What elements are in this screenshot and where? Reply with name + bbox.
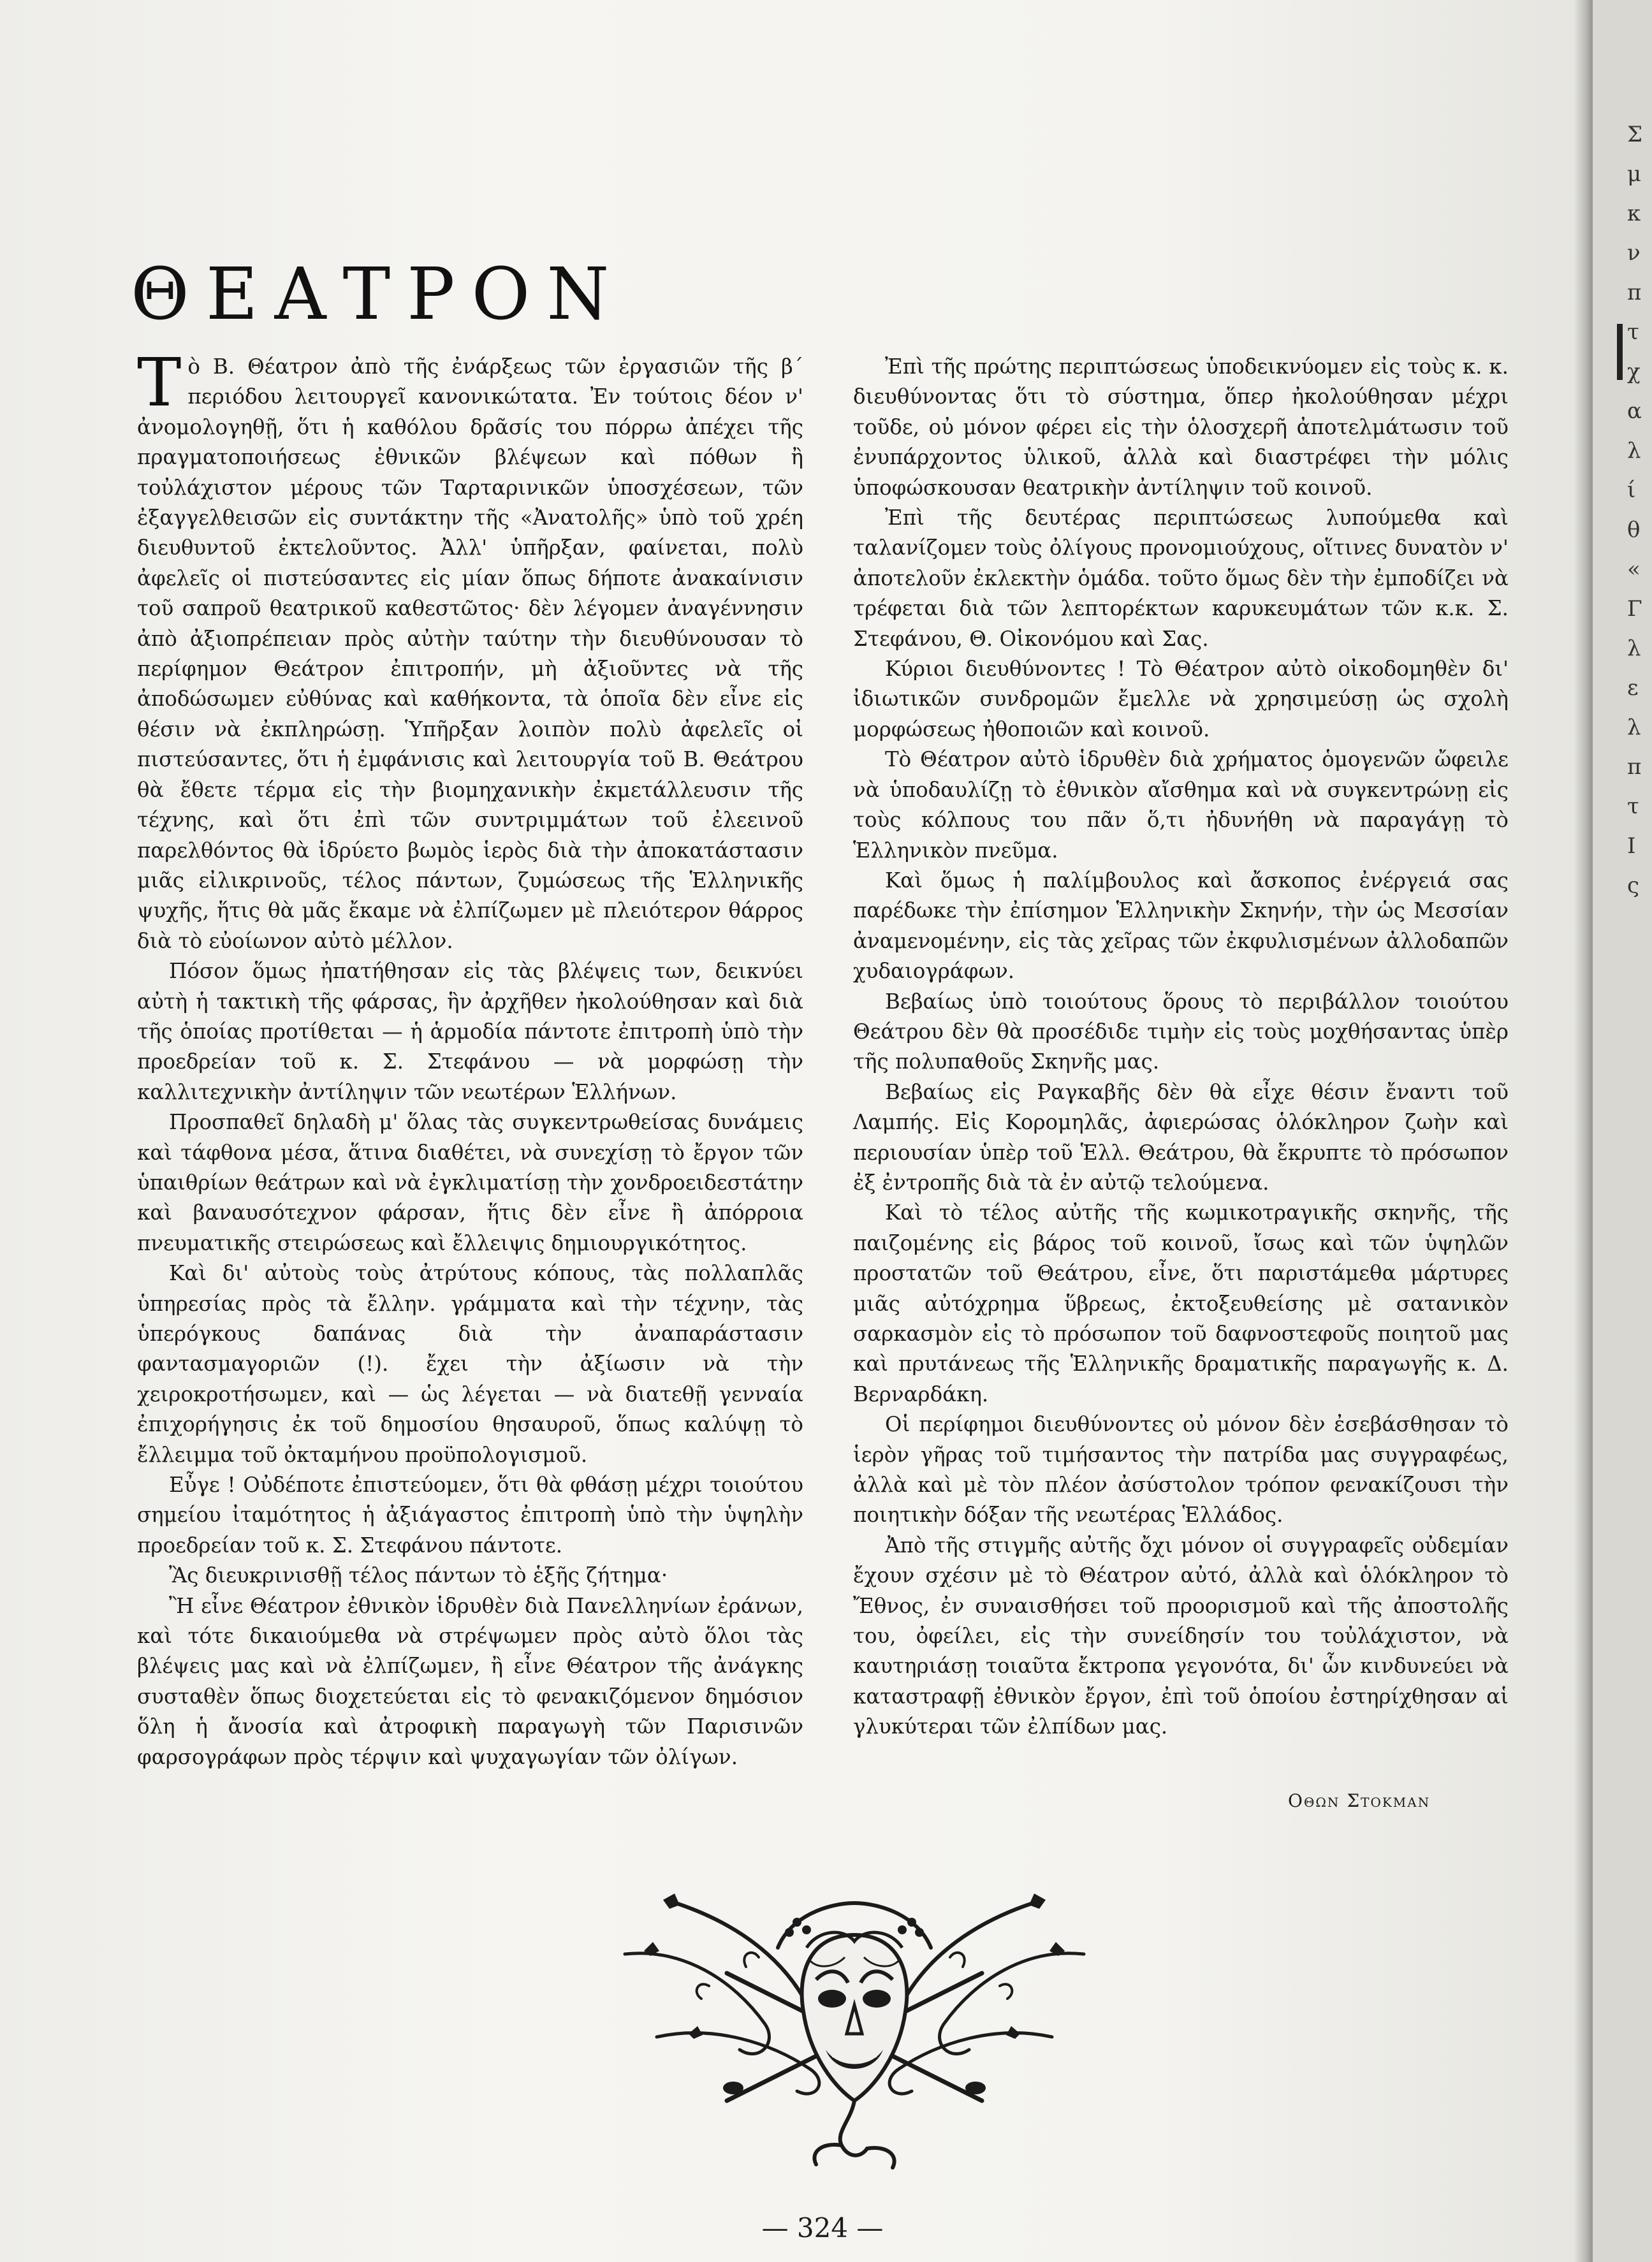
adjacent-page-letter: π bbox=[1627, 754, 1642, 780]
right-text-column bbox=[853, 352, 1509, 1742]
adjacent-page-letter: « bbox=[1627, 557, 1641, 582]
paragraph: Τὸ Θέατρον αὐτὸ ἱδρυθὲν διὰ χρήματος ὁμογενῶν ὤφειλε νὰ ὑποδαυλίζῃ τὸ ἐθνικὸν αἴσθημα καὶ νὰ συγκεντρώνῃ εἰς τοὺς κόλπους του πᾶν ὅ,τι ἠδυνήθη νὰ παραγάγῃ τὸ Ἑλληνικὸν πνεῦμα. bbox=[853, 747, 1509, 863]
adjacent-page-letter: λ bbox=[1627, 636, 1641, 661]
adjacent-page-letter: λ bbox=[1627, 715, 1641, 740]
adjacent-page-letter: Γ bbox=[1627, 596, 1642, 622]
theatre-mask-vine-ornament-icon bbox=[587, 1878, 1122, 2171]
adjacent-page-letter: τ bbox=[1627, 794, 1639, 819]
binding-shadow bbox=[1574, 0, 1593, 2262]
adjacent-page-letter: μ bbox=[1627, 161, 1642, 187]
adjacent-page-rule bbox=[1617, 324, 1623, 380]
opening-paragraph bbox=[137, 344, 803, 956]
paragraph: Προσπαθεῖ δηλαδὴ μ' ὅλας τὰς συγκεντρωθείσας δυνάμεις καὶ τάφθονα μέσα, ἅτινα διαθέτει, νὰ συνεχίσῃ τὸ ἔργον τῶν ὑπαιθρίων θεάτρων καὶ νὰ ἐγκλιματίσῃ τὴν χονδροειδεστάτην καὶ βαναυσότεχνον φάρσαν, ἥτις δὲν εἶνε ἢ ἀπόρροια πνευματικῆς στειρώσεως καὶ ἔλλειψις δημιουργικότητος. bbox=[137, 1110, 803, 1255]
adjacent-page-letters bbox=[1627, 115, 1652, 905]
author-signature: Οθων Στοκμαν bbox=[1288, 1790, 1431, 1811]
page-number: — 324 — bbox=[761, 2212, 884, 2244]
adjacent-page-edge bbox=[1593, 0, 1652, 2262]
paragraph-text: ὸ Β. Θέατρον ἀπὸ τῆς ἐνάρξεως τῶν ἐργασιῶν τῆς β΄ περιόδου λειτουργεῖ κανονικώτατα. Ἐν τούτοις δέον ν' ἀνομολογηθῇ, ὅτι ἡ καθόλου δρᾶσίς του πόρρω ἀπέχει τῆς πραγματοποιήσεως ἐθνικῶν βλέψεων καὶ πόθων ἢ τοὐλάχιστον μέρους τῶν Ταρταρινικῶν ὑποσχέσεων, τῶν ἐξαγγελθεισῶν εἰς συντάκτην τῆς «Ἀνατολῆς» ὑπὸ τοῦ χρέη διευθυντοῦ ἐκτελοῦντος. Ἀλλ' ὑπῆρξαν, φαίνεται, πολὺ ἀφελεῖς οἱ πιστεύσαντες εἰς μίαν ὅπως δήποτε ἀνακαίνισιν τοῦ σαπροῦ θεατρικοῦ καθεστῶτος· δὲν λέγομεν ἀναγέννησιν ἀπὸ ἀξιοπρέπειαν πρὸς αὐτὴν ταύτην τὴν διευθύνουσαν τὸ περίφημον Θεάτρον ἐπιτροπήν, μὴ ἀξιοῦντες νὰ τῆς ἀποδώσωμεν εὐθύνας καὶ καθήκοντα, τὰ ὁποῖα δὲν εἶνε εἰς θέσιν νὰ ἐκπληρώσῃ. Ὑπῆρξαν λοιπὸν πολὺ ἀφελεῖς οἱ πιστεύσαντες, ὅτι ἡ ἐμφάνισις καὶ λειτουργία τοῦ Β. Θεάτρου θὰ ἔθετε τέρμα εἰς τὴν βιομηχανικὴν ἐκμετάλλευσιν τῆς τέχνης, καὶ ὅτι ἐπὶ τῶν συντριμμάτων τοῦ ἐλεεινοῦ παρελθόντος θὰ ἱδρύετο βωμὸς ἱερὸς διὰ τὴν ἀποκατάστασιν μιᾶς εἰλικρινοῦς, τέλος πάντων, ζυμώσεως τῆς Ἑλληνικῆς ψυχῆς, ἥτις θὰ μᾶς ἔκαμε νὰ ἐλπίζωμεν μὲ πλειότερον θάρρος διὰ τὸ εὐοίωνον αὐτὸ μέλλον. bbox=[137, 354, 803, 953]
adjacent-page-letter: ν bbox=[1627, 240, 1641, 266]
adjacent-page-letter: ε bbox=[1627, 675, 1639, 701]
adjacent-page-letter: λ bbox=[1627, 438, 1641, 463]
adjacent-page-letter: ς bbox=[1627, 873, 1640, 898]
paragraph: Ἢ εἶνε Θέατρον ἐθνικὸν ἱδρυθὲν διὰ Πανελληνίων ἐράνων, καὶ τότε δικαιούμεθα νὰ στρέψωμεν πρὸς αὐτὸ ὅλοι τὰς βλέψεις μας καὶ νὰ ἐλπίζωμεν, ἢ εἶνε Θέατρον τῆς ἀνάγκης συσταθὲν ὅπως διοχετεύεται εἰς τὸ φενακιζόμενον δημόσιον ὅλη ἡ ἄνοσία καὶ ἀτροφικὴ παραγωγὴ τῶν Παρισινῶν φαρσογράφων πρὸς τέρψιν καὶ ψυχαγωγίαν τῶν ὀλίγων. bbox=[137, 1593, 803, 1769]
adjacent-page-letter: τ bbox=[1627, 319, 1639, 345]
paragraph: Ἀπὸ τῆς στιγμῆς αὐτῆς ὄχι μόνον οἱ συγγραφεῖς οὐδεμίαν ἔχουν σχέσιν μὲ τὸ Θέατρον αὐτό, ἀλλὰ καὶ ὁλόκληρον τὸ Ἔθνος, ἐν συναισθήσει τοῦ προορισμοῦ καὶ τῆς ἀποστολῆς του, ὀφείλει, εἰς τὴν συνείδησίν του τοὐλάχιστον, νὰ καυτηριάσῃ τοιαῦτα ἔκτροπα γεγονότα, δι' ὧν κινδυνεύει νὰ καταστραφῇ ἐθνικὸν ἔργον, ἐπὶ τοῦ ὁποίου ἐστηρίχθησαν αἱ γλυκύτεραι τῶν ἐλπίδων μας. bbox=[853, 1533, 1509, 1739]
left-text-column bbox=[137, 344, 803, 1772]
paragraph: Βεβαίως ὑπὸ τοιούτους ὅρους τὸ περιβάλλον τοιούτου Θεάτρου δὲν θὰ προσέδιδε τιμὴν εἰς τοὺς μοχθήσαντας ὑπὲρ τῆς πολυπαθοῦς Σκηνῆς μας. bbox=[853, 989, 1509, 1074]
paragraph: Ἂς διευκρινισθῇ τέλος πάντων τὸ ἑξῆς ζήτημα· bbox=[169, 1563, 668, 1588]
adjacent-page-letter: Σ bbox=[1627, 122, 1643, 147]
adjacent-page-letter: Ι bbox=[1627, 833, 1636, 859]
paragraph: Καὶ τὸ τέλος αὐτῆς τῆς κωμικοτραγικῆς σκηνῆς, τῆς παιζομένης εἰς βάρος τοῦ κοινοῦ, ἴσως καὶ τῶν ὑψηλῶν προστατῶν τοῦ Θεάτρου, εἶνε, ὅτι παριστάμεθα μάρτυρες μιᾶς αὐτόχρημα ὕβρεως, ἐκτοξευθείσης μὲ σατανικὸν σαρκασμὸν εἰς τὸ πρόσωπον τοῦ δαφνοστεφοῦς ποιητοῦ μας καὶ πρυτάνεως τῆς Ἑλληνικῆς δραματικῆς παραγωγῆς κ. Δ. Βερναρδάκη. bbox=[853, 1200, 1509, 1406]
article-title: ΘΕΑΤΡΟΝ bbox=[131, 253, 626, 337]
paragraph: Ἐπὶ τῆς πρώτης περιπτώσεως ὑποδεικνύομεν εἰς τοὺς κ. κ. διευθύνοντας ὅτι τὸ σύστημα, ὅπερ ἠκολούθησαν μέχρι τοῦδε, οὐ μόνον φέρει εἰς τὴν ὁλοσχερῆ ἀποτελμάτωσιν τοῦ ἐνυπάρχοντος ὑλικοῦ, ἀλλὰ καὶ διαστρέφει τὴν μόλις ὑποφώσκουσαν θεατρικὴν ἀντίληψιν τοῦ κοινοῦ. bbox=[853, 354, 1509, 500]
paragraph: Καὶ δι' αὐτοὺς τοὺς ἀτρύτους κόπους, τὰς πολλαπλᾶς ὑπηρεσίας πρὸς τὰ ἔλλην. γράμματα καὶ τὴν τέχνην, τὰς ὑπερόγκους δαπάνας διὰ τὴν ἀναπαράστασιν φαντασμαγοριῶν (!). ἔχει τὴν ἀξίωσιν νὰ τὴν χειροκροτήσωμεν, καὶ — ὡς λέγεται — νὰ διατεθῇ γενναία ἐπιχορήγησις ἐκ τοῦ δημοσίου θησαυροῦ, ὅπως καλύψῃ τὸ ἔλλειμμα τοῦ ὀκταμήνου προϋπολογισμοῦ. bbox=[137, 1261, 803, 1467]
adjacent-page-letter: θ bbox=[1627, 517, 1641, 543]
paragraph: Κύριοι διευθύνοντες ! Τὸ Θέατρον αὐτὸ οἰκοδομηθὲν δι' ἰδιωτικῶν συνδρομῶν ἔμελλε νὰ χρησιμεύσῃ ὡς σχολὴ μορφώσεως ἠθοποιῶν καὶ κοινοῦ. bbox=[853, 657, 1509, 741]
paragraph: Ἐπὶ τῆς δευτέρας περιπτώσεως λυπούμεθα καὶ ταλανίζομεν τοὺς ὀλίγους προνομιούχους, οἵτινες δυνατὸν ν' ἀποτελοῦν ἐκλεκτὴν ὁμάδα. τοῦτο ὅμως δὲν τὴν ἐμποδίζει νὰ τρέφεται διὰ τῶν λεπτορέκτων καρυκευμάτων τῶν κ.κ. Σ. Στεφάνου, Θ. Οἰκονόμου καὶ Σας. bbox=[853, 506, 1509, 651]
paragraph: Εὖγε ! Οὐδέποτε ἐπιστεύομεν, ὅτι θὰ φθάσῃ μέχρι τοιούτου σημείου ἰταμότητος ἡ ἀξιάγαστος ἐπιτροπὴ ὑπὸ τὴν ὑψηλὴν προεδρείαν τοῦ κ. Σ. Στεφάνου πάντοτε. bbox=[137, 1473, 803, 1558]
adjacent-page-letter: κ bbox=[1627, 201, 1641, 226]
adjacent-page-letter: π bbox=[1627, 280, 1642, 305]
paragraph: Βεβαίως εἰς Ραγκαβῆς δὲν θὰ εἶχε θέσιν ἔναντι τοῦ Λαμπής. Εἰς Κορομηλᾶς, ἀφιερώσας ὁλόκληρον ζωὴν καὶ περιουσίαν ὑπὲρ τοῦ Ἑλλ. Θεάτρου, θὰ ἔκρυπτε τὸ πρόσωπον ἐξ ἐντροπῆς διὰ τὰ ἐν αὐτῷ τελούμενα. bbox=[853, 1079, 1509, 1195]
drop-cap: Τ bbox=[137, 344, 182, 421]
paragraph: Οἱ περίφημοι διευθύνοντες οὐ μόνον δὲν ἐσεβάσθησαν τὸ ἱερὸν γῆρας τοῦ τιμήσαντος τὴν πατρίδα μας συγγραφέως, ἀλλὰ καὶ μὲ τὸν πλέον ἀσύστολον τρόπον φενακίζουσι τὴν ποιητικὴν δόξαν τῆς νεωτέρας Ἑλλάδος. bbox=[853, 1412, 1509, 1528]
adjacent-page-letter: χ bbox=[1627, 359, 1641, 384]
paragraph: Πόσον ὅμως ἠπατήθησαν εἰς τὰς βλέψεις των, δεικνύει αὐτὴ ἡ τακτικὴ τῆς φάρσας, ἣν ἀρχῆθεν ἠκολούθησαν καὶ διὰ τῆς ὁποίας προτίθεται — ἡ ἁρμοδία πάντοτε ἐπιτροπὴ ὑπὸ τὴν προεδρείαν τοῦ κ. Σ. Στεφάνου — νὰ μορφώσῃ τὴν καλλιτεχνικὴν ἀντίληψιν τῶν νεωτέρων Ἑλλήνων. bbox=[137, 959, 803, 1104]
adjacent-page-letter: α bbox=[1627, 398, 1642, 424]
adjacent-page-letter: ί bbox=[1627, 478, 1636, 503]
paragraph: Καὶ ὅμως ἡ παλίμβουλος καὶ ἄσκοπος ἐνέργειά σας παρέδωκε τὴν ἐπίσημον Ἑλληνικὴν Σκηνήν, τὴν ὡς Μεσσίαν ἀναμενομένην, εἰς τὰς χεῖρας τῶν ἐκφυλισμένων ἀλλοδαπῶν χυδαιογράφων. bbox=[853, 868, 1509, 984]
